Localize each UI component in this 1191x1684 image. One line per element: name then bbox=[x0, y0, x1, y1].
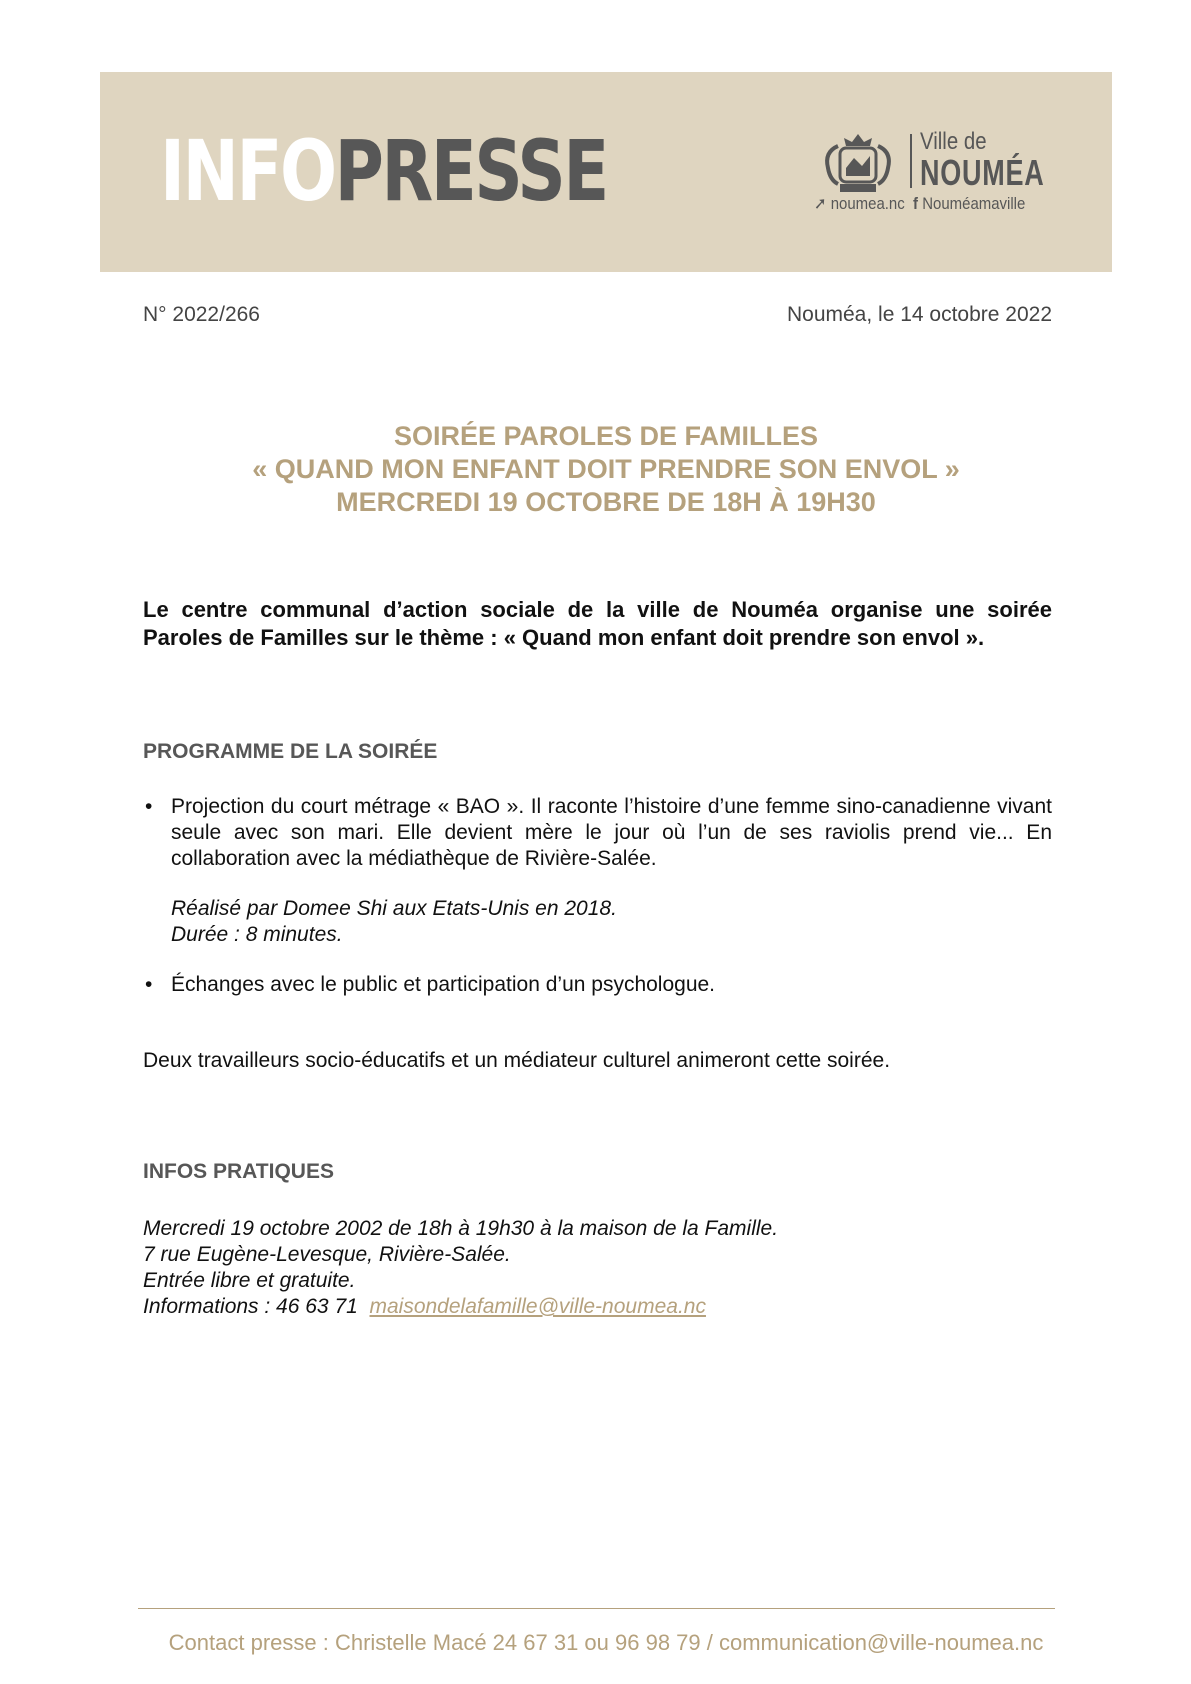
programme-item-text: Échanges avec le public et participation d’un psychologue. bbox=[171, 973, 716, 996]
logo-noumea: NOUMÉA bbox=[920, 152, 1045, 193]
press-release-date: Nouméa, le 14 octobre 2022 bbox=[786, 303, 1052, 326]
infos-heading: INFOS PRATIQUES bbox=[143, 1160, 334, 1183]
programme-list bbox=[143, 794, 1052, 998]
logo-site: noumea.nc bbox=[830, 194, 905, 213]
infos-line-address: 7 rue Eugène-Levesque, Rivière-Salée. bbox=[143, 1243, 511, 1266]
film-duration: Durée : 8 minutes. bbox=[171, 923, 343, 946]
footer-divider bbox=[138, 1608, 1055, 1609]
infos-phone: Informations : 46 63 71 bbox=[143, 1295, 358, 1318]
send-icon: ➚ bbox=[814, 194, 827, 213]
infopresse-logo bbox=[160, 122, 607, 220]
page-title bbox=[100, 420, 1112, 519]
press-release-number: N° 2022/266 bbox=[143, 303, 260, 326]
logo-links bbox=[814, 194, 1025, 214]
list-item bbox=[143, 972, 1052, 998]
intro-paragraph: Le centre communal d’action sociale de la ville de Nouméa organise une soirée Paroles de Familles sur le thème : « Quand mon enfant doit prendre son envol ». bbox=[143, 597, 1052, 650]
logo-social: Nouméamaville bbox=[922, 194, 1026, 213]
facebook-icon: f bbox=[913, 194, 919, 213]
infos-line-contact bbox=[143, 1294, 778, 1320]
bullet-icon: • bbox=[145, 973, 153, 996]
list-item bbox=[143, 794, 1052, 948]
programme-item-text: Projection du court métrage « BAO ». Il raconte l’histoire d’une femme sino-canadienne vivant seule avec son mari. Elle devient mère le jour où l’un de ses raviolis prend vie... En collaboration avec la médiathèque de Rivière-Salée. bbox=[171, 795, 1052, 870]
infos-line-entry: Entrée libre et gratuite. bbox=[143, 1269, 356, 1292]
title-line-3: MERCREDI 19 OCTOBRE DE 18H À 19H30 bbox=[336, 487, 876, 517]
logo-separator bbox=[910, 134, 912, 188]
closing-paragraph: Deux travailleurs socio-éducatifs et un médiateur culturel animeront cette soirée. bbox=[143, 1049, 891, 1072]
footer-contact: Contact presse : Christelle Macé 24 67 31 ou 96 98 79 / communication@ville-noumea.nc bbox=[168, 1630, 1044, 1655]
title-line-2: « QUAND MON ENFANT DOIT PRENDRE SON ENVOL » bbox=[252, 454, 960, 484]
film-credit: Réalisé par Domee Shi aux Etats-Unis en 2018. bbox=[171, 897, 617, 920]
coat-of-arms-icon bbox=[820, 132, 896, 198]
bullet-icon: • bbox=[145, 795, 153, 818]
programme-heading: PROGRAMME DE LA SOIRÉE bbox=[143, 740, 438, 763]
ville-de-noumea-logo bbox=[814, 128, 1060, 218]
infos-block bbox=[143, 1216, 778, 1320]
infos-line-date: Mercredi 19 octobre 2002 de 18h à 19h30 à la maison de la Famille. bbox=[143, 1217, 779, 1240]
email-link[interactable]: maisondelafamille@ville-noumea.nc bbox=[369, 1295, 706, 1318]
brand-info: INFO bbox=[160, 122, 335, 220]
brand-presse: PRESSE bbox=[334, 122, 607, 220]
logo-ville-de: Ville de bbox=[920, 128, 987, 155]
title-line-1: SOIRÉE PAROLES DE FAMILLES bbox=[393, 421, 819, 451]
